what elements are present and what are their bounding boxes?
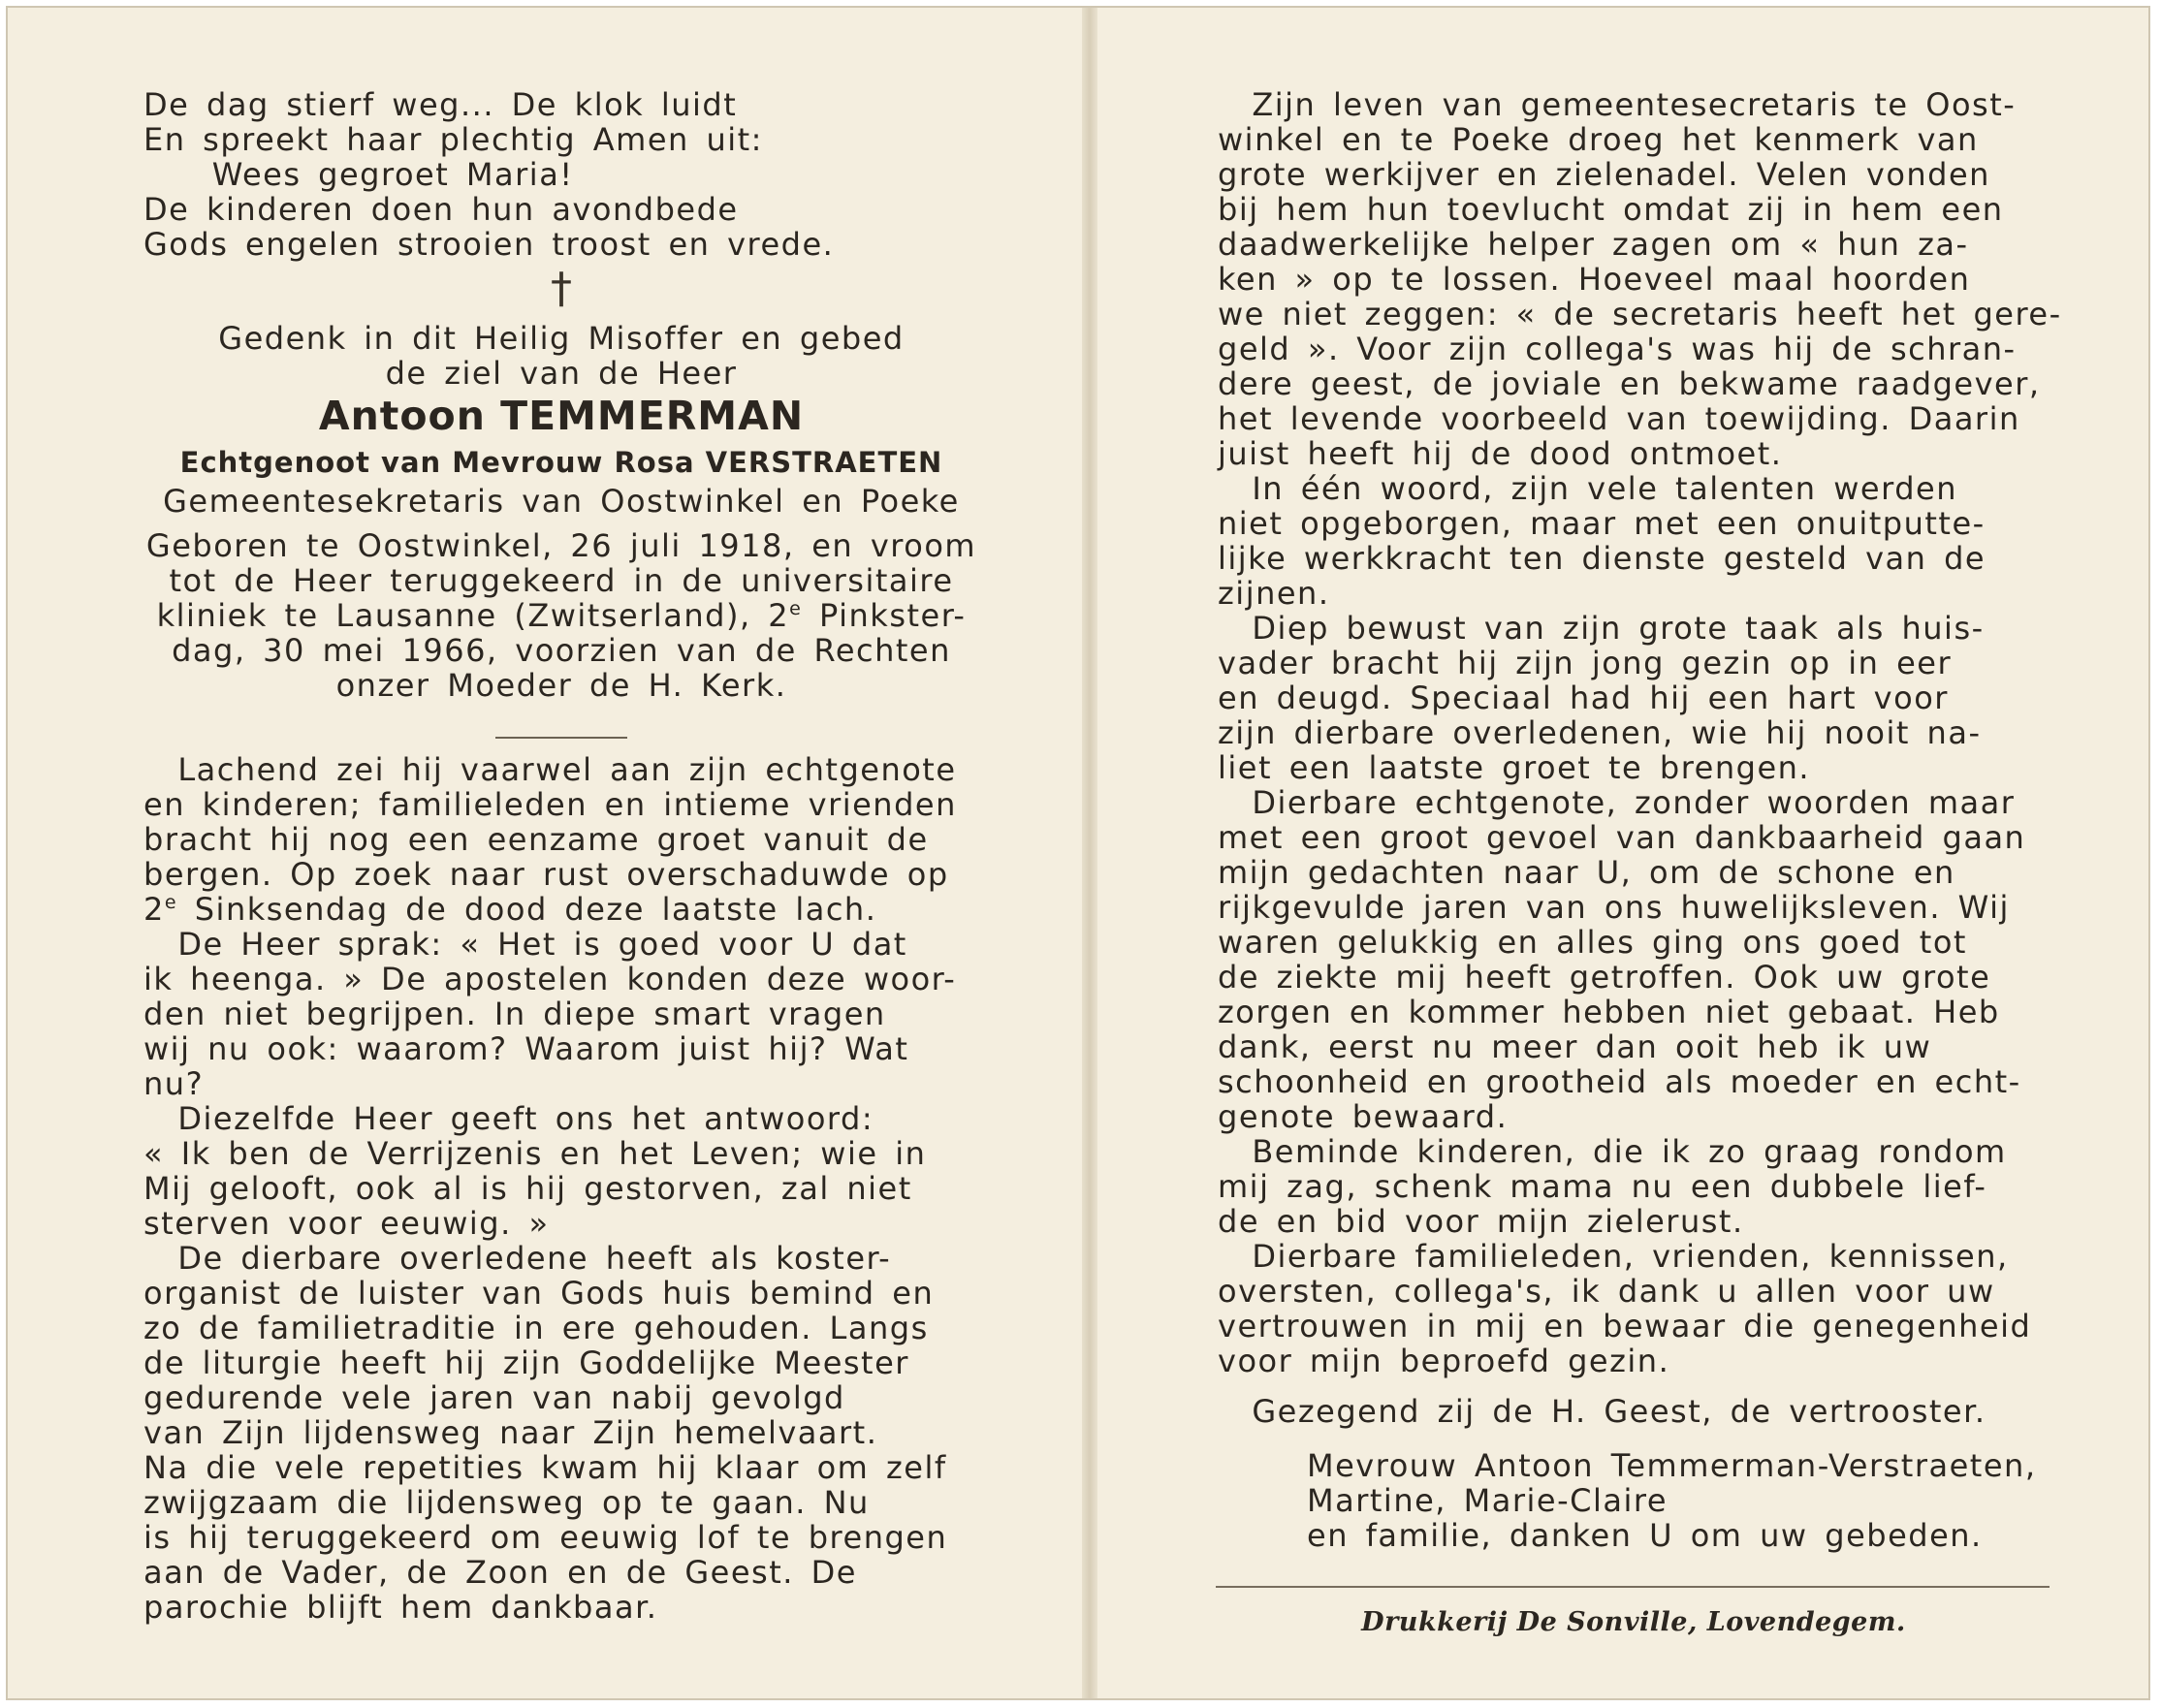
body-line: winkel en te Poeke droeg het kenmerk van [1218, 121, 1979, 158]
poem [143, 87, 979, 262]
poem-line: En spreekt haar plechtig Amen uit: [143, 121, 763, 158]
birth-line-text: kliniek te Lausanne (Zwitserland), 2 [156, 597, 790, 634]
body-line: « Ik ben de Verrijzenis en het Leven; wie in [143, 1135, 927, 1172]
signature-block [1307, 1448, 2036, 1553]
body-line: zwijgzaam die lijdensweg op te gaan. Nu [143, 1484, 870, 1521]
deceased-name: Antoon TEMMERMAN [318, 393, 805, 439]
body-line: zijnen. [1218, 575, 1330, 612]
poem-line: Gods engelen strooien troost en vrede. [143, 226, 835, 263]
body-line: In één woord, zijn vele talenten werden [1218, 470, 1957, 507]
body-line: is hij teruggekeerd om eeuwig lof te brengen [143, 1519, 948, 1556]
body-line: organist de luister van Gods huis bemind en [143, 1275, 935, 1312]
body-line: sterven voor eeuwig. » [143, 1205, 550, 1242]
body-line: bracht hij nog een eenzame groet vanuit de [143, 821, 929, 858]
left-body-text [143, 752, 979, 1625]
body-line-tail: Sinksendag de dood deze laatste lach. [177, 891, 877, 928]
body-line: vader bracht hij zijn jong gezin op in eer [1218, 645, 1953, 681]
body-line: we niet zeggen: « de secretaris heeft het gere- [1218, 296, 2062, 332]
divider-rule [1216, 1586, 2050, 1588]
body-line: het levende voorbeeld van toewijding. Daarin [1218, 400, 2020, 437]
body-line: voor mijn beproefd gezin. [1218, 1343, 1670, 1379]
body-line: Beminde kinderen, die ik zo graag rondom [1218, 1133, 2007, 1170]
printer-credit: Drukkerij De Sonville, Lovendegem. [1361, 1607, 1906, 1637]
body-line: Diezelfde Heer geeft ons het antwoord: [143, 1100, 874, 1137]
signature-line: en familie, danken U om uw gebeden. [1307, 1517, 1983, 1554]
body-line: Mij gelooft, ook al is hij gestorven, zal niet [143, 1170, 912, 1207]
card-fold [1082, 8, 1097, 1698]
birth-line [143, 598, 979, 633]
body-line: waren gelukkig en alles ging ons goed tot [1218, 924, 1967, 961]
body-line: genote bewaard. [1218, 1098, 1509, 1135]
body-line: zijn dierbare overledenen, wie hij nooit na- [1218, 714, 1982, 751]
body-line-text: 2 [143, 891, 165, 928]
body-line: ik heenga. » De apostelen konden deze woor- [143, 961, 957, 997]
poem-line: De kinderen doen hun avondbede [143, 191, 739, 228]
body-line: rijkgevulde jaren van ons huwelijksleven. Wij [1218, 889, 2010, 926]
body-line: van Zijn lijdensweg naar Zijn hemelvaart. [143, 1414, 878, 1451]
cross-icon: † [551, 264, 572, 313]
body-line: Dierbare familieleden, vrienden, kennissen, [1218, 1238, 2009, 1275]
body-line: daadwerkelijke helper zagen om « hun za- [1218, 226, 1969, 263]
right-body-text [1218, 86, 2062, 1379]
body-line: wij nu ook: waarom? Waarom juist hij? Wat [143, 1030, 909, 1067]
body-line: en kinderen; familieleden en intieme vrienden [143, 786, 957, 823]
spouse-line: Echtgenoot van Mevrouw Rosa VERSTRAETEN [179, 446, 943, 479]
memorial-header [143, 321, 979, 703]
body-line: geld ». Voor zijn collega's was hij de schran- [1218, 331, 2017, 367]
body-line: gedurende vele jaren van nabij gevolgd [143, 1379, 845, 1416]
body-line: zorgen en kommer hebben niet gebaat. Heb [1218, 994, 2000, 1030]
body-line: oversten, collega's, ik dank u allen voor uw [1218, 1273, 1995, 1310]
signature-line: Martine, Marie-Claire [1307, 1482, 1668, 1519]
body-line: bij hem hun toevlucht omdat zij in hem een [1218, 191, 2004, 228]
body-line: aan de Vader, de Zoon en de Geest. De [143, 1554, 857, 1591]
body-line: niet opgeborgen, maar met een onuitputte- [1218, 505, 1986, 542]
birth-line-tail: Pinkster- [802, 597, 967, 634]
birth-line: tot de Heer teruggekeerd in de universitaire [169, 562, 954, 599]
body-line: dank, eerst nu meer dan ooit heb ik uw [1218, 1028, 1932, 1065]
poem-line: De dag stierf weg... De klok luidt [143, 86, 738, 123]
signature-line: Mevrouw Antoon Temmerman-Verstraeten, [1307, 1447, 2037, 1484]
body-line: en deugd. Speciaal had hij een hart voor [1218, 680, 1949, 716]
divider-rule [495, 737, 627, 739]
body-line: nu? [143, 1065, 205, 1102]
body-line: de ziekte mij heeft getroffen. Ook uw grote [1218, 959, 1991, 996]
body-line: Diep bewust van zijn grote taak als huis- [1218, 610, 1985, 647]
superscript: e [789, 598, 803, 619]
body-line: vertrouwen in mij en bewaar die genegenheid [1218, 1308, 2032, 1344]
body-line [143, 892, 979, 927]
body-line: Zijn leven van gemeentesecretaris te Oost- [1218, 86, 2017, 123]
body-line: Lachend zei hij vaarwel aan zijn echtgenote [143, 751, 957, 788]
superscript: e [164, 892, 178, 913]
memorial-intro-line: Gedenk in dit Heilig Misoffer en gebed [218, 320, 905, 357]
body-line: mij zag, schenk mama nu een dubbele lief- [1218, 1168, 1987, 1205]
body-line: zo de familietraditie in ere gehouden. Langs [143, 1310, 929, 1346]
body-line: dere geest, de joviale en bekwame raadgever, [1218, 365, 2041, 402]
memorial-card [6, 6, 2150, 1700]
body-line: den niet begrijpen. In diepe smart vragen [143, 996, 886, 1032]
body-line: schoonheid en grootheid als moeder en echt- [1218, 1063, 2021, 1100]
body-line: lijke werkkracht ten dienste gesteld van de [1218, 540, 1986, 577]
poem-line: Wees gegroet Maria! [143, 156, 574, 193]
body-line: Na die vele repetities kwam hij klaar om zelf [143, 1449, 947, 1486]
body-line: De Heer sprak: « Het is goed voor U dat [143, 926, 907, 963]
occupation-line: Gemeentesekretaris van Oostwinkel en Poeke [163, 483, 960, 520]
birth-line: Geboren te Oostwinkel, 26 juli 1918, en vroom [145, 527, 977, 564]
body-line: met een groot gevoel van dankbaarheid gaan [1218, 819, 2026, 856]
body-line: de en bid voor mijn zielerust. [1218, 1203, 1744, 1240]
right-panel [1097, 8, 2150, 1698]
body-line: ken » op te lossen. Hoeveel maal hoorden [1218, 261, 1971, 298]
body-line: De dierbare overledene heeft als koster- [143, 1240, 892, 1277]
birth-line: dag, 30 mei 1966, voorzien van de Rechten [172, 632, 951, 669]
body-line: Dierbare echtgenote, zonder woorden maar [1218, 784, 2016, 821]
body-line: bergen. Op zoek naar rust overschaduwde op [143, 856, 949, 893]
body-line: parochie blijft hem dankbaar. [143, 1589, 658, 1626]
closing-line: Gezegend zij de H. Geest, de vertrooster. [1218, 1393, 1986, 1430]
body-line: mijn gedachten naar U, om de schone en [1218, 854, 1955, 891]
body-line: de liturgie heeft hij zijn Goddelijke Meester [143, 1344, 909, 1381]
memorial-intro-line: de ziel van de Heer [385, 355, 738, 392]
body-line: liet een laatste groet te brengen. [1218, 749, 1811, 786]
body-line: grote werkijver en zielenadel. Velen vonden [1218, 156, 1990, 193]
birth-line: onzer Moeder de H. Kerk. [335, 667, 787, 704]
left-panel [8, 8, 1082, 1698]
body-line: juist heeft hij de dood ontmoet. [1218, 435, 1783, 472]
